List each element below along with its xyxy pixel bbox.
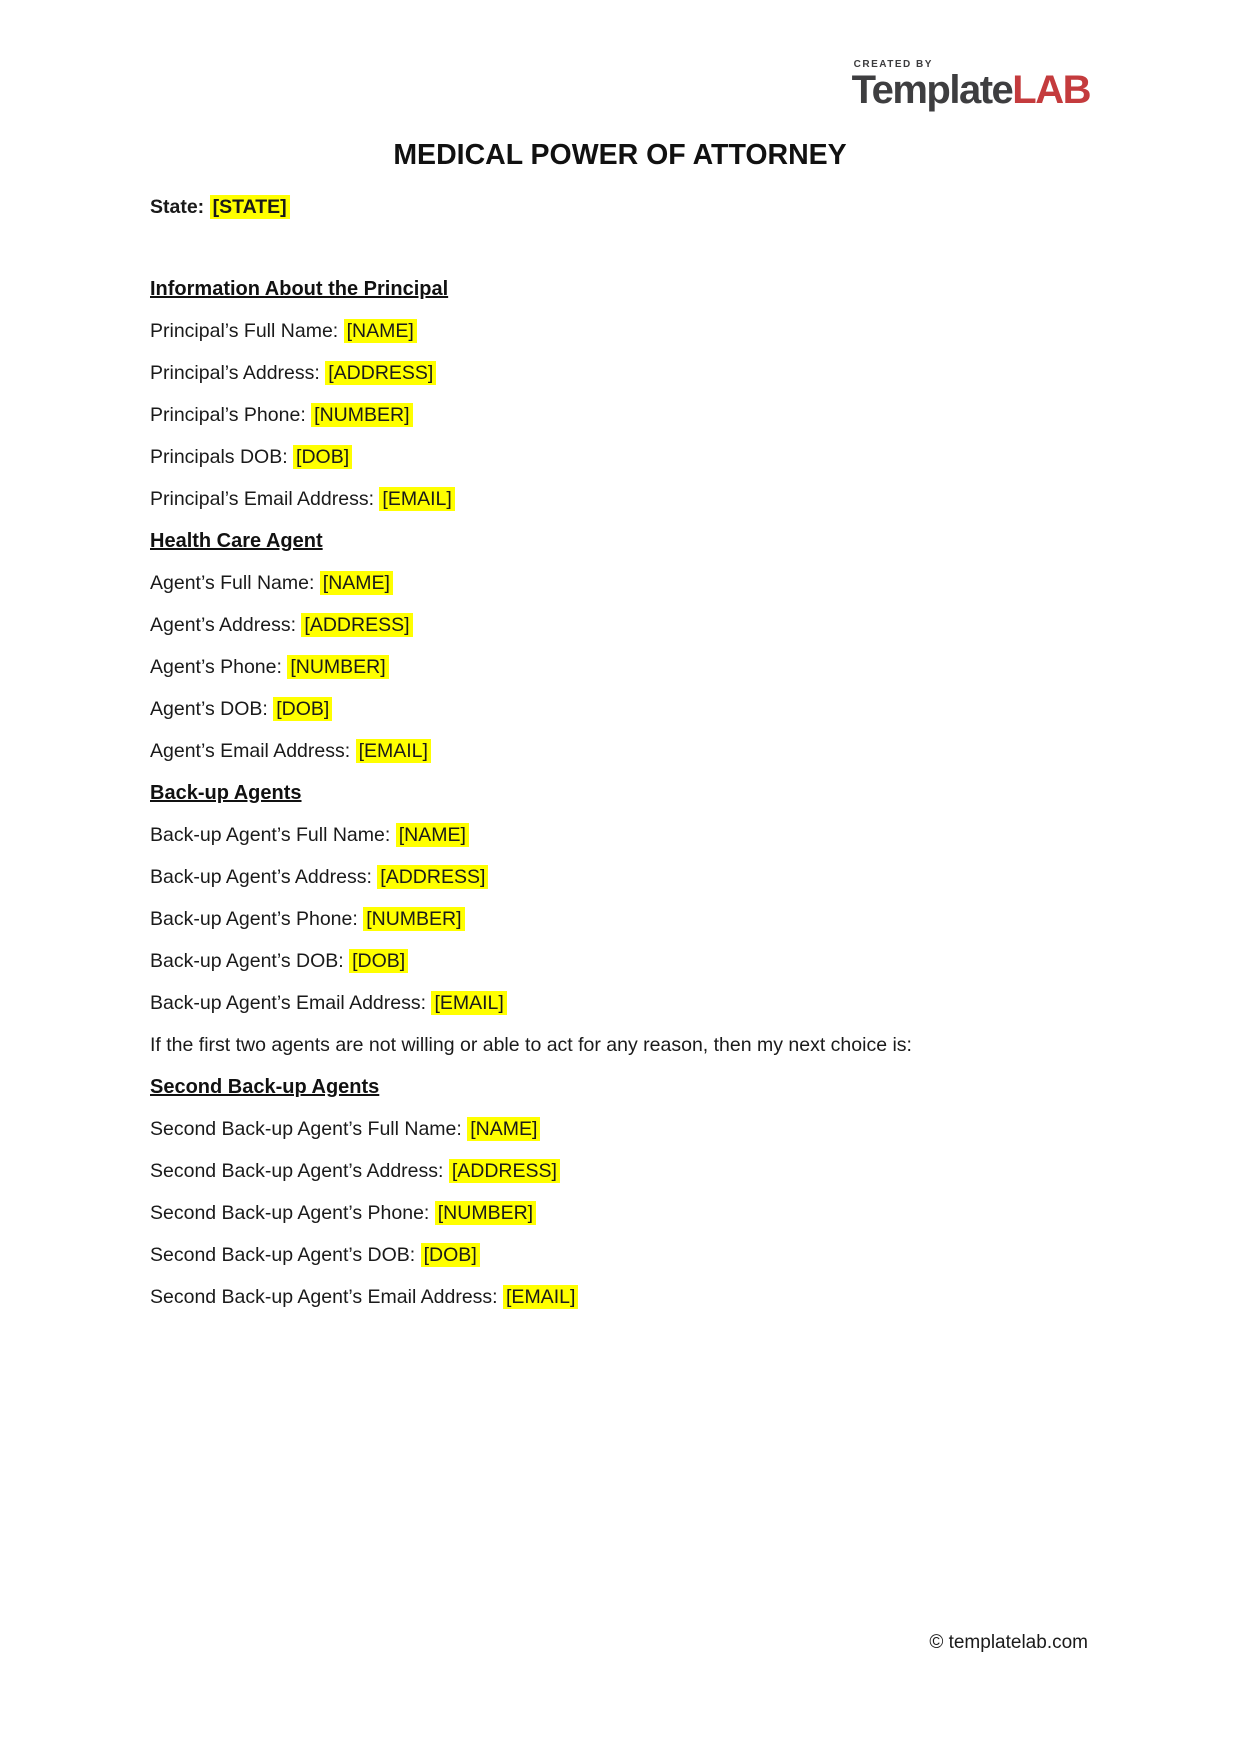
field-value-highlight: [NUMBER] xyxy=(311,403,412,427)
field-value-highlight: [ADDRESS] xyxy=(377,865,488,889)
field-label: Agent’s DOB: xyxy=(150,698,274,720)
field-value-highlight: [NAME] xyxy=(344,319,417,343)
state-line xyxy=(150,197,1090,217)
state-label: State: xyxy=(150,196,205,218)
field-row xyxy=(150,363,1090,383)
field-row xyxy=(150,909,1090,929)
section xyxy=(150,783,1090,1055)
state-value-highlight: [STATE] xyxy=(210,195,290,219)
field-label: Back-up Agent’s Email Address: xyxy=(150,992,432,1014)
field-value-highlight: [ADDRESS] xyxy=(449,1159,560,1183)
field-row xyxy=(150,447,1090,467)
field-value-highlight: [EMAIL] xyxy=(356,739,431,763)
field-row xyxy=(150,405,1090,425)
field-row xyxy=(150,615,1090,635)
field-value-highlight: [ADDRESS] xyxy=(301,613,412,637)
section-heading: Information About the Principal xyxy=(150,278,449,300)
field-label: Second Back-up Agent’s Email Address: xyxy=(150,1286,504,1308)
field-value-highlight: [EMAIL] xyxy=(379,487,454,511)
field-row xyxy=(150,573,1090,593)
field-label: Back-up Agent’s Full Name: xyxy=(150,824,396,846)
field-label: Second Back-up Agent’s DOB: xyxy=(150,1244,421,1266)
field-row xyxy=(150,1245,1090,1265)
field-label: Back-up Agent’s Phone: xyxy=(150,908,364,930)
field-label: Second Back-up Agent’s Full Name: xyxy=(150,1118,468,1140)
field-row xyxy=(150,321,1090,341)
section-heading: Health Care Agent xyxy=(150,530,323,552)
templatelab-logo xyxy=(851,59,1090,112)
field-row xyxy=(150,699,1090,719)
field-value-highlight: [DOB] xyxy=(293,445,352,469)
field-value-highlight: [DOB] xyxy=(349,949,408,973)
field-label: Agent’s Full Name: xyxy=(150,572,320,594)
field-value-highlight: [DOB] xyxy=(421,1243,480,1267)
field-value-highlight: [NAME] xyxy=(467,1117,540,1141)
section-fields xyxy=(150,825,1090,1055)
field-row xyxy=(150,1203,1090,1223)
created-by-label: CREATED BY xyxy=(853,59,933,70)
section xyxy=(150,531,1090,761)
section xyxy=(150,1077,1090,1307)
field-label: Agent’s Email Address: xyxy=(150,740,356,762)
brand-template-text: Template xyxy=(851,68,1013,112)
field-label: Agent’s Phone: xyxy=(150,656,288,678)
section-fields xyxy=(150,1119,1090,1307)
field-row xyxy=(150,951,1090,971)
field-row xyxy=(150,993,1090,1013)
section-note: If the first two agents are not willing or able to act for any reason, then my next choice is: xyxy=(150,1034,912,1056)
sections xyxy=(150,279,1090,1307)
brand-wordmark xyxy=(852,68,1090,112)
section-heading: Second Back-up Agents xyxy=(150,1076,380,1098)
field-row xyxy=(150,1119,1090,1139)
field-value-highlight: [EMAIL] xyxy=(431,991,506,1015)
field-value-highlight: [NAME] xyxy=(396,823,469,847)
page-title: MEDICAL POWER OF ATTORNEY xyxy=(393,139,847,171)
field-value-highlight: [NUMBER] xyxy=(435,1201,536,1225)
footer-copyright: © templatelab.com xyxy=(929,1632,1088,1653)
field-label: Back-up Agent’s Address: xyxy=(150,866,378,888)
field-value-highlight: [NUMBER] xyxy=(287,655,388,679)
field-label: Principals DOB: xyxy=(150,446,294,468)
field-row xyxy=(150,741,1090,761)
field-row xyxy=(150,489,1090,509)
section-heading: Back-up Agents xyxy=(150,782,302,804)
brand-lab-text: LAB xyxy=(1012,68,1090,112)
field-row xyxy=(150,867,1090,887)
field-label: Back-up Agent’s DOB: xyxy=(150,950,350,972)
field-label: Principal’s Address: xyxy=(150,362,326,384)
field-label: Second Back-up Agent’s Address: xyxy=(150,1160,449,1182)
section xyxy=(150,279,1090,509)
field-value-highlight: [NUMBER] xyxy=(363,907,464,931)
field-row xyxy=(150,1287,1090,1307)
field-label: Principal’s Email Address: xyxy=(150,488,380,510)
section-fields xyxy=(150,321,1090,509)
field-value-highlight: [ADDRESS] xyxy=(325,361,436,385)
field-value-highlight: [EMAIL] xyxy=(503,1285,578,1309)
field-label: Principal’s Phone: xyxy=(150,404,312,426)
field-label: Agent’s Address: xyxy=(150,614,302,636)
field-label: Second Back-up Agent’s Phone: xyxy=(150,1202,435,1224)
field-label: Principal’s Full Name: xyxy=(150,320,344,342)
field-row xyxy=(150,1161,1090,1181)
section-fields xyxy=(150,573,1090,761)
field-row xyxy=(150,657,1090,677)
field-value-highlight: [NAME] xyxy=(320,571,393,595)
field-value-highlight: [DOB] xyxy=(273,697,332,721)
field-row xyxy=(150,825,1090,845)
